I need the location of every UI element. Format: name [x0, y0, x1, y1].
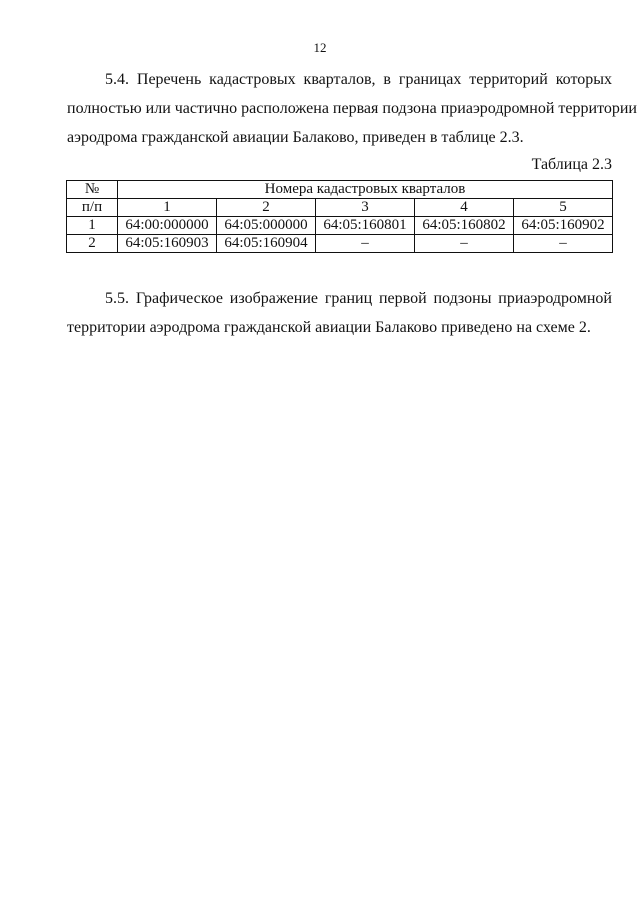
header-group: Номера кадастровых кварталов	[118, 181, 613, 199]
table-cell: –	[514, 235, 613, 253]
table-row	[67, 217, 613, 235]
table-cell: 64:05:160801	[316, 217, 415, 235]
row-number: 1	[67, 217, 118, 235]
paragraph-line: 5.4. Перечень кадастровых кварталов, в границах территорий которых	[105, 71, 612, 88]
table-subheader-row	[67, 199, 613, 217]
paragraph-5-5	[67, 284, 612, 342]
page-number: 12	[313, 40, 327, 55]
table-cell: –	[316, 235, 415, 253]
cadastral-table	[66, 180, 613, 253]
table-header-row	[67, 181, 613, 199]
col-number: 4	[415, 199, 514, 217]
table-cell: –	[415, 235, 514, 253]
table-caption: Таблица 2.3	[531, 156, 612, 173]
table-cell: 64:05:160902	[514, 217, 613, 235]
col-number: 3	[316, 199, 415, 217]
paragraph-5-4	[67, 65, 637, 152]
paragraph-line: территории аэродрома гражданской авиации Балаково приведено на схеме 2.	[67, 319, 591, 336]
col-number: 5	[514, 199, 613, 217]
table-cell: 64:05:000000	[217, 217, 316, 235]
header-num	[67, 181, 118, 199]
table-cell: 64:05:160903	[118, 235, 217, 253]
paragraph-line: полностью или частично расположена первая подзона приаэродромной территории	[67, 100, 637, 117]
col-number: 2	[217, 199, 316, 217]
header-num-bottom: п/п	[67, 199, 118, 217]
paragraph-line: аэродрома гражданской авиации Балаково, приведен в таблице 2.3.	[67, 129, 524, 146]
table-cell: 64:05:160802	[415, 217, 514, 235]
row-number: 2	[67, 235, 118, 253]
table-row	[67, 235, 613, 253]
table-cell: 64:00:000000	[118, 217, 217, 235]
col-number: 1	[118, 199, 217, 217]
table-cell: 64:05:160904	[217, 235, 316, 253]
header-num-top: №	[84, 181, 100, 197]
paragraph-line: 5.5. Графическое изображение границ первой подзоны приаэродромной	[105, 290, 612, 307]
